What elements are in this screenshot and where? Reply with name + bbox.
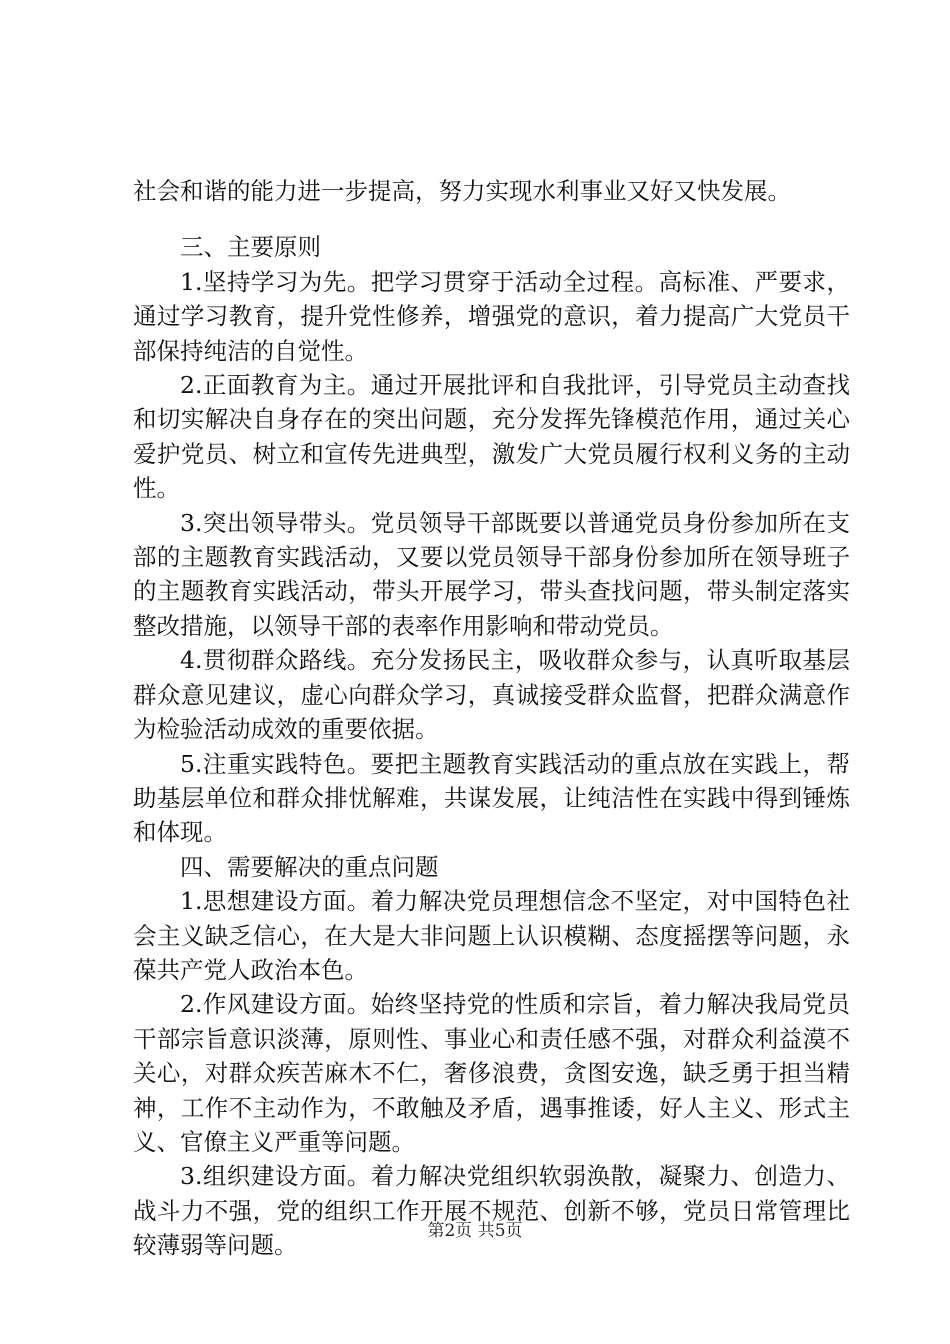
paragraph: 4.贯彻群众路线。充分发扬民主，吸收群众参与，认真听取基层群众意见建议，虚心向群众学习，真诚接受群众监督，把群众满意作为检验活动成效的重要依据。 xyxy=(133,646,850,744)
paragraph: 3.组织建设方面。着力解决党组织软弱涣散，凝聚力、创造力、战斗力不强，党的组织工作开展不规范、创新不够，党员日常管理比较薄弱等问题。 xyxy=(133,1162,850,1260)
paragraph: 5.注重实践特色。要把主题教育实践活动的重点放在实践上，帮助基层单位和群众排忧解难，共谋发展，让纯洁性在实践中得到锤炼和体现。 xyxy=(133,749,850,847)
paragraph: 社会和谐的能力进一步提高，努力实现水利事业又好又快发展。 xyxy=(133,177,791,205)
paragraph: 四、需要解决的重点问题 xyxy=(180,852,439,881)
paragraph: 2.作风建设方面。始终坚持党的性质和宗旨，着力解决我局党员干部宗旨意识淡薄，原则性、事业心和责任感不强，对群众利益漠不关心，对群众疾苦麻木不仁，奢侈浪费，贪图安逸，缺乏勇于担当精神，工作不主动作为，不敢触及矛盾，遇事推诿，好人主义、形式主义、官僚主义严重等问题。 xyxy=(133,990,850,1156)
paragraph: 3.突出领导带头。党员领导干部既要以普通党员身份参加所在支部的主题教育实践活动，又要以党员领导干部身份参加所在领导班子的主题教育实践活动，带头开展学习，带头查找问题，带头制定落实整改措施，以领导干部的表率作用影响和带动党员。 xyxy=(133,508,850,640)
paragraph: 1.思想建设方面。着力解决党员理想信念不坚定，对中国特色社会主义缺乏信心，在大是大非问题上认识模糊、态度摇摆等问题，永葆共产党人政治本色。 xyxy=(133,887,850,984)
paragraph: 2.正面教育为主。通过开展批评和自我批评，引导党员主动查找和切实解决自身存在的突出问题，充分发挥先锋模范作用，通过关心爱护党员、树立和宣传先进典型，激发广大党员履行权利义务的主动性。 xyxy=(133,371,850,503)
paragraph: 三、主要原则 xyxy=(180,233,321,262)
page-footer: 第2页 共5页 xyxy=(427,1221,523,1241)
document-body xyxy=(133,174,850,1263)
paragraph: 1.坚持学习为先。把学习贯穿于活动全过程。高标准、严要求，通过学习教育，提升党性修养，增强党的意识，着力提高广大党员干部保持纯洁的自觉性。 xyxy=(133,267,850,365)
paragraph-gap xyxy=(133,208,850,230)
